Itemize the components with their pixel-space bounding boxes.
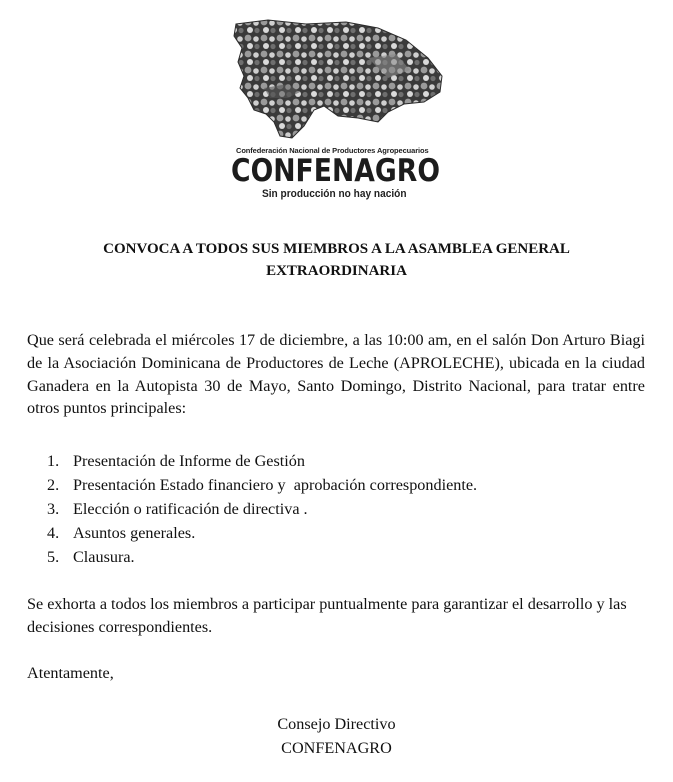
confenagro-logo: [0, 18, 673, 208]
signature-line-1: Consejo Directivo: [277, 715, 396, 733]
list-number: 2.: [47, 476, 60, 494]
heading-line-2: EXTRAORDINARIA: [266, 263, 407, 279]
signature-block: [0, 712, 673, 760]
closing-salutation: Atentamente,: [27, 664, 114, 682]
list-item: [47, 473, 477, 497]
list-number: 3.: [47, 500, 60, 518]
list-text: Clausura.: [73, 548, 135, 566]
notice-heading: [60, 238, 613, 282]
list-number: 5.: [47, 548, 60, 566]
agenda-list: [47, 449, 477, 569]
list-number: 4.: [47, 524, 60, 542]
list-text: Presentación de Informe de Gestión: [73, 452, 305, 470]
map-icon: [228, 18, 448, 146]
list-text: Elección o ratificación de directiva .: [73, 500, 308, 518]
list-text: Presentación Estado financiero y aprobación correspondiente.: [73, 476, 478, 494]
list-number: 1.: [47, 452, 60, 470]
org-name: CONFENAGRO: [231, 153, 440, 189]
list-item: [47, 521, 477, 545]
intro-paragraph: Que será celebrada el miércoles 17 de diciembre, a las 10:00 am, en el salón Don Arturo Biagi de la Asociación Dominicana de Productores de Leche (APROLECHE), ubicada en la ciudad Ganadera en la Autopista 30 de Mayo, Santo Domingo, Distrito Nacional, para tratar entre otros puntos principales:: [27, 331, 645, 418]
signature-line-2: CONFENAGRO: [281, 739, 392, 757]
list-item: [47, 497, 477, 521]
heading-line-1: CONVOCA A TODOS SUS MIEMBROS A LA ASAMBLEA GENERAL: [103, 241, 570, 257]
list-item: [47, 545, 477, 569]
list-text: Asuntos generales.: [73, 524, 196, 542]
list-item: [47, 449, 477, 473]
exhortation-paragraph: Se exhorta a todos los miembros a participar puntualmente para garantizar el desarrollo y las decisiones correspondientes.: [27, 595, 627, 636]
org-full-name: Confederación Nacional de Productores Agropecuarios: [236, 146, 429, 155]
org-tagline: Sin producción no hay nación: [262, 188, 407, 200]
